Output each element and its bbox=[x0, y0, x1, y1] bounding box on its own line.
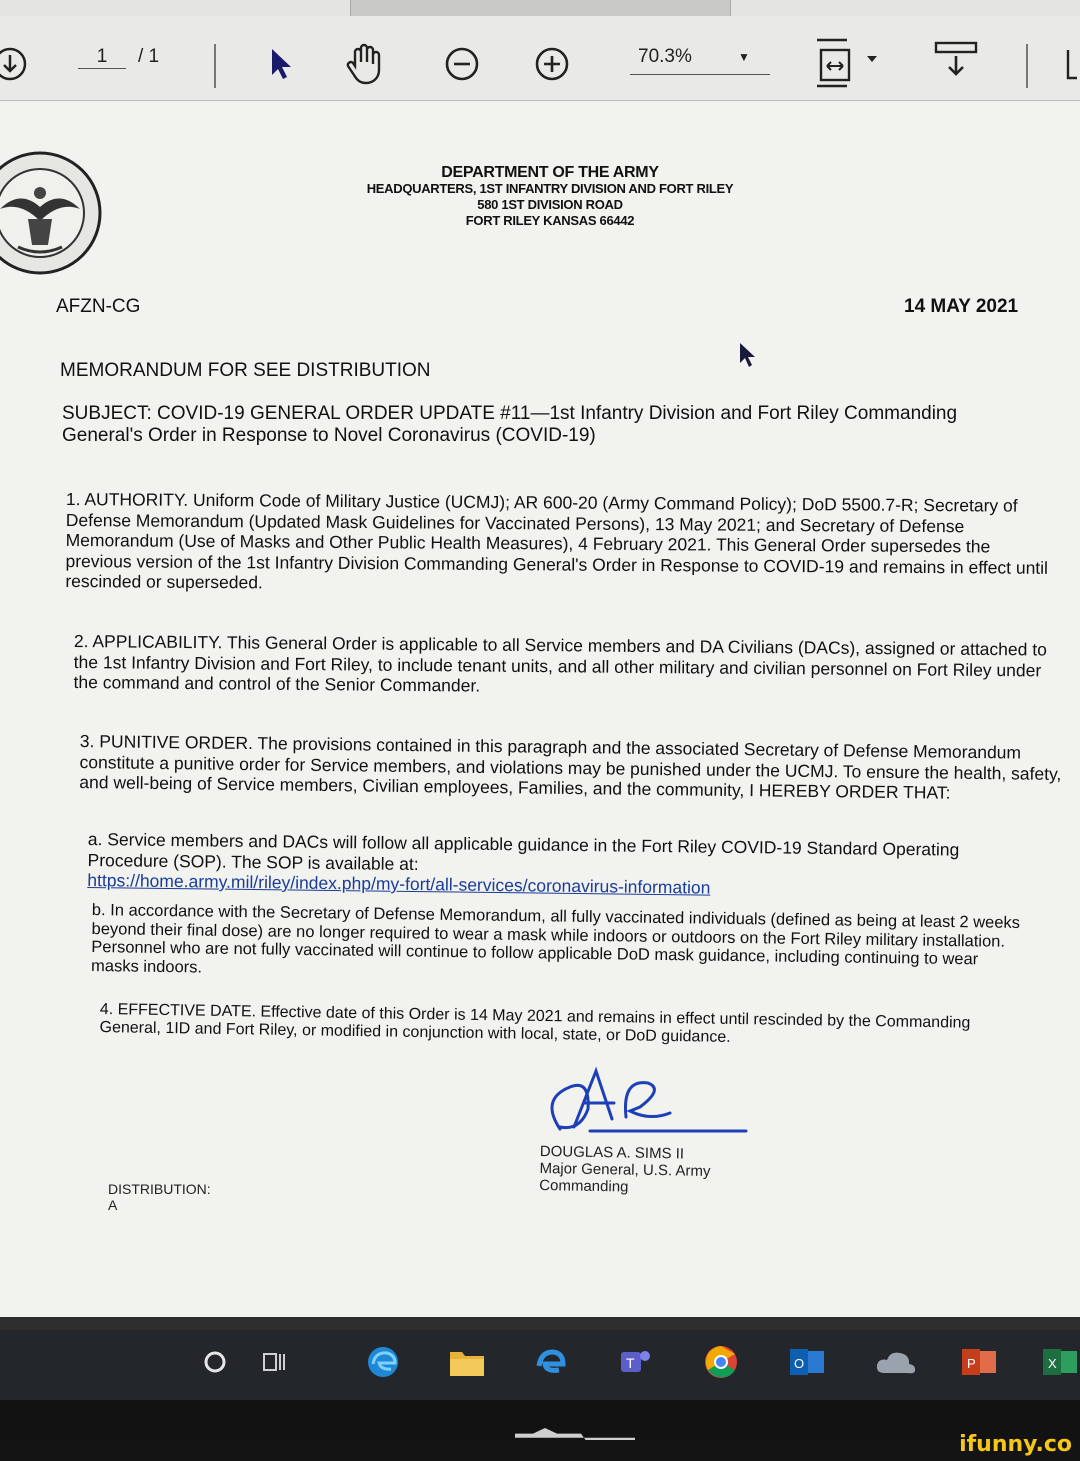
mouse-cursor-icon bbox=[737, 341, 759, 369]
signature-icon bbox=[530, 1059, 760, 1141]
svg-text:O: O bbox=[794, 1356, 805, 1371]
sidebar-toggle-icon[interactable] bbox=[1062, 42, 1080, 86]
paragraph-3a-text: a. Service members and DACs will follow all applicable guidance in the Fort Riley COVID-19 Standard Operating Procedure (SOP). The SOP is available at: bbox=[87, 829, 960, 874]
start-icon[interactable] bbox=[195, 1342, 235, 1382]
zoom-dropdown[interactable] bbox=[630, 44, 770, 75]
memo-subject bbox=[62, 403, 1042, 447]
watermark-bar bbox=[0, 1440, 1080, 1461]
fit-page-icon[interactable] bbox=[812, 36, 884, 90]
distribution-label: DISTRIBUTION: bbox=[108, 1181, 211, 1197]
signer-rank: Major General, U.S. Army bbox=[539, 1159, 711, 1180]
signer-role: Commanding bbox=[539, 1176, 629, 1196]
svg-text:P: P bbox=[967, 1356, 976, 1371]
cloud-icon[interactable] bbox=[870, 1342, 922, 1382]
download-icon[interactable] bbox=[0, 42, 32, 86]
edge-icon[interactable] bbox=[360, 1342, 406, 1382]
subject-text: COVID-19 GENERAL ORDER UPDATE #11—1st Infantry Division and Fort Riley Commanding General's Order in Response to Novel Coronavirus (COVID-19) bbox=[62, 403, 958, 446]
excel-icon[interactable] bbox=[1040, 1342, 1080, 1382]
svg-text:T: T bbox=[626, 1355, 635, 1371]
screen-bezel bbox=[0, 1317, 1080, 1330]
page-number-input[interactable]: 1 bbox=[78, 46, 126, 69]
zoom-out-icon[interactable] bbox=[440, 42, 484, 86]
paragraph-authority: 1. AUTHORITY. Uniform Code of Military Justice (UCMJ); AR 600-20 (Army Command Policy); DoD 5500.7-R; Secretary of Defense Memorandum (Updated Mask Guidelines for Vaccinated Persons), 13 May 2021; and Secretary of Defense Memorandum (Use of Masks and Other Public Health Measures), 4 February 2021. This General Order supersedes the previous version of the 1st Infantry Division Commanding General's Order in Response to COVID-19 and remains in effect until rescinded or superseded. bbox=[65, 489, 1049, 593]
powerpoint-icon[interactable] bbox=[956, 1342, 1002, 1382]
scroll-mode-icon[interactable] bbox=[926, 38, 986, 82]
letterhead bbox=[260, 165, 840, 229]
window-tab-right[interactable] bbox=[730, 0, 1080, 16]
toolbar-divider bbox=[1026, 44, 1028, 88]
paragraph-3a bbox=[87, 829, 1028, 902]
zoom-in-icon[interactable] bbox=[530, 42, 574, 86]
window-top-strip bbox=[0, 0, 1080, 16]
pdf-page bbox=[0, 101, 1080, 1317]
paragraph-effective-date: 4. EFFECTIVE DATE. Effective date of this Order is 14 May 2021 and remains in effect until rescinded by the Commanding General, 1ID and Fort Riley, or modified in conjunction with local, state, or DoD guidance. bbox=[99, 1001, 971, 1046]
letterhead-headquarters: HEADQUARTERS, 1ST INFANTRY DIVISION AND FORT RILEY bbox=[366, 181, 734, 196]
letterhead-department: DEPARTMENT OF THE ARMY bbox=[441, 164, 659, 181]
pdf-toolbar bbox=[0, 16, 1080, 101]
file-explorer-icon[interactable] bbox=[444, 1342, 490, 1382]
paragraph-punitive-order: 3. PUNITIVE ORDER. The provisions contained in this paragraph and the associated Secretary of Defense Memorandum constitute a punitive order for Service members, and violations may be punished under the UCMJ. To ensure the health, safety, and well-being of Service members, Civilian employees, Families, and the community, I HEREBY ORDER THAT: bbox=[79, 731, 1062, 803]
page-total-label: / 1 bbox=[138, 46, 160, 67]
memo-date: 14 MAY 2021 bbox=[904, 296, 1019, 317]
toolbar-divider bbox=[214, 44, 216, 88]
teams-icon[interactable] bbox=[612, 1342, 658, 1382]
ifunny-watermark: ifunny.co bbox=[959, 1432, 1072, 1457]
distribution-value: A bbox=[108, 1197, 118, 1213]
letterhead-city: FORT RILEY KANSAS 66442 bbox=[465, 213, 635, 228]
internet-explorer-icon[interactable] bbox=[528, 1342, 574, 1382]
letterhead-street: 580 1ST DIVISION ROAD bbox=[477, 197, 623, 212]
sop-link[interactable]: https://home.army.mil/riley/index.php/my-fort/all-services/coronavirus-information bbox=[87, 869, 711, 898]
zoom-value: 70.3% bbox=[638, 46, 692, 67]
task-view-icon[interactable] bbox=[254, 1342, 294, 1382]
dod-seal-icon bbox=[0, 149, 126, 277]
distribution-block bbox=[108, 1181, 211, 1213]
paragraph-3b: b. In accordance with the Secretary of Defense Memorandum, all fully vaccinated individuals (defined as being at least 2 weeks beyond their final dose) are no longer required to wear a mask while indoors or outdoors on the Fort Riley military installation. Personnel who are not fully vaccinated will continue to follow applicable DoD mask guidance, including continuing to wear masks indoors. bbox=[90, 901, 1021, 977]
hand-tool-icon[interactable] bbox=[340, 40, 390, 88]
subject-label: SUBJECT: bbox=[62, 403, 152, 424]
signer-name: DOUGLAS A. SIMS II bbox=[539, 1143, 685, 1163]
memo-for-line: MEMORANDUM FOR SEE DISTRIBUTION bbox=[60, 360, 431, 381]
chevron-down-icon: ▼ bbox=[738, 50, 750, 64]
signature-block bbox=[539, 1143, 711, 1197]
svg-text:X: X bbox=[1048, 1356, 1057, 1371]
window-tab-left[interactable] bbox=[0, 0, 351, 16]
select-arrow-icon[interactable] bbox=[262, 42, 302, 86]
outlook-icon[interactable] bbox=[784, 1342, 830, 1382]
paragraph-applicability: 2. APPLICABILITY. This General Order is applicable to all Service members and DA Civilians (DACs), assigned or attached to the 1st Infantry Division and Fort Riley, to include tenant units, and all other military and civilian personnel on Fort Riley under the command and control of the Senior Commander. bbox=[73, 631, 1047, 696]
office-symbol: AFZN-CG bbox=[56, 296, 141, 317]
windows-taskbar bbox=[0, 1330, 1080, 1400]
memorandum-document bbox=[0, 101, 1080, 1317]
chrome-icon[interactable] bbox=[698, 1342, 744, 1382]
